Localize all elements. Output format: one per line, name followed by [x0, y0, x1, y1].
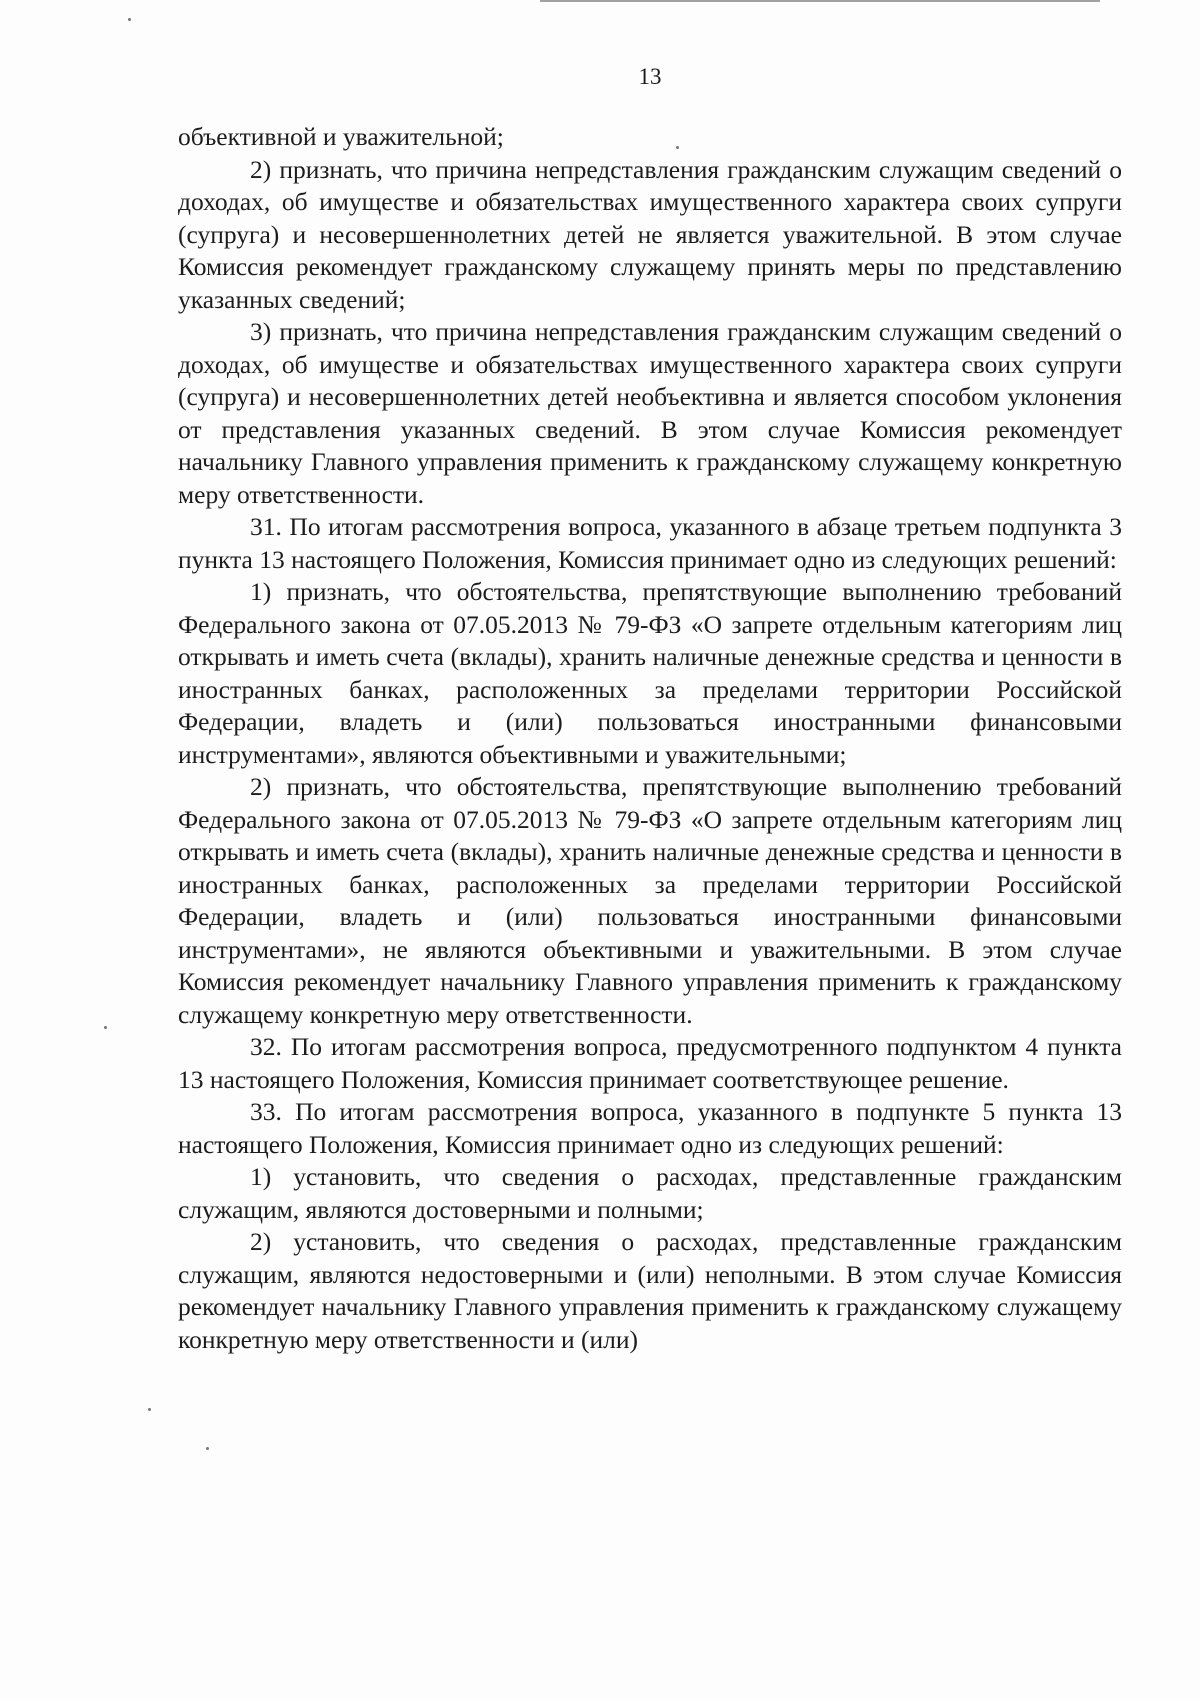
scan-speck [148, 1408, 151, 1411]
paragraph-clause-31-item-2: 2) признать, что обстоятельства, препятствующие выполнению требований Федерального закона от 07.05.2013 № 79-ФЗ «О запрете отдельным категориям лиц открывать и иметь счета (вклады), хранить наличные денежные средства и ценности в иностранных банках, расположенных за пределами территории Российской Федерации, владеть и (или) пользоваться иностранными финансовыми инструментами», не являются объективными и уважительными. В этом случае Комиссия рекомендует начальнику Главного управления применить к гражданскому служащему конкретную меру ответственности. [178, 772, 1122, 1029]
paragraph-clause-31-item-1: 1) признать, что обстоятельства, препятствующие выполнению требований Федерального закона от 07.05.2013 № 79-ФЗ «О запрете отдельным категориям лиц открывать и иметь счета (вклады), хранить наличные денежные средства и ценности в иностранных банках, расположенных за пределами территории Российской Федерации, владеть и (или) пользоваться иностранными финансовыми инструментами», являются объективными и уважительными; [178, 577, 1122, 769]
paragraph-clause-32: 32. По итогам рассмотрения вопроса, предусмотренного подпунктом 4 пункта 13 настоящего Положения, Комиссия принимает соответствующее решение. [178, 1032, 1122, 1094]
paragraph-clause-31: 31. По итогам рассмотрения вопроса, указанного в абзаце третьем подпункта 3 пункта 13 настоящего Положения, Комиссия принимает одно из следующих решений: [178, 512, 1122, 574]
top-edge-rule [540, 0, 1100, 2]
paragraph-item-3: 3) признать, что причина непредставления гражданским служащим сведений о доходах, об имуществе и обязательствах имущественного характера своих супруги (супруга) и несовершеннолетних детей необъективна и является способом уклонения от представления указанных сведений. В этом случае Комиссия рекомендует начальнику Главного управления применить к гражданскому служащему конкретную меру ответственности. [178, 317, 1122, 509]
paragraph-item-2: 2) признать, что причина непредставления гражданским служащим сведений о доходах, об имуществе и обязательствах имущественного характера своих супруги (супруга) и несовершеннолетних детей не является уважительной. В этом случае Комиссия рекомендует гражданскому служащему принять меры по представлению указанных сведений; [178, 154, 1122, 314]
paragraph-clause-33-item-2: 2) установить, что сведения о расходах, представленные гражданским служащим, являются недостоверными и (или) неполными. В этом случае Комиссия рекомендует начальнику Главного управления применить к гражданскому служащему конкретную меру ответственности и (или) [178, 1227, 1122, 1354]
paragraph-clause-33: 33. По итогам рассмотрения вопроса, указанного в подпункте 5 пункта 13 настоящего Положения, Комиссия принимает одно из следующих решений: [178, 1097, 1122, 1159]
page-number: 13 [638, 64, 662, 89]
scan-speck [104, 1026, 107, 1029]
scan-speck [676, 146, 679, 149]
paragraph-continuation: объективной и уважительной; [178, 122, 504, 151]
paragraph-clause-33-item-1: 1) установить, что сведения о расходах, представленные гражданским служащим, являются достоверными и полными; [178, 1162, 1122, 1224]
document-body [178, 121, 1122, 1356]
scan-speck [128, 18, 131, 21]
scan-speck [206, 1447, 209, 1450]
